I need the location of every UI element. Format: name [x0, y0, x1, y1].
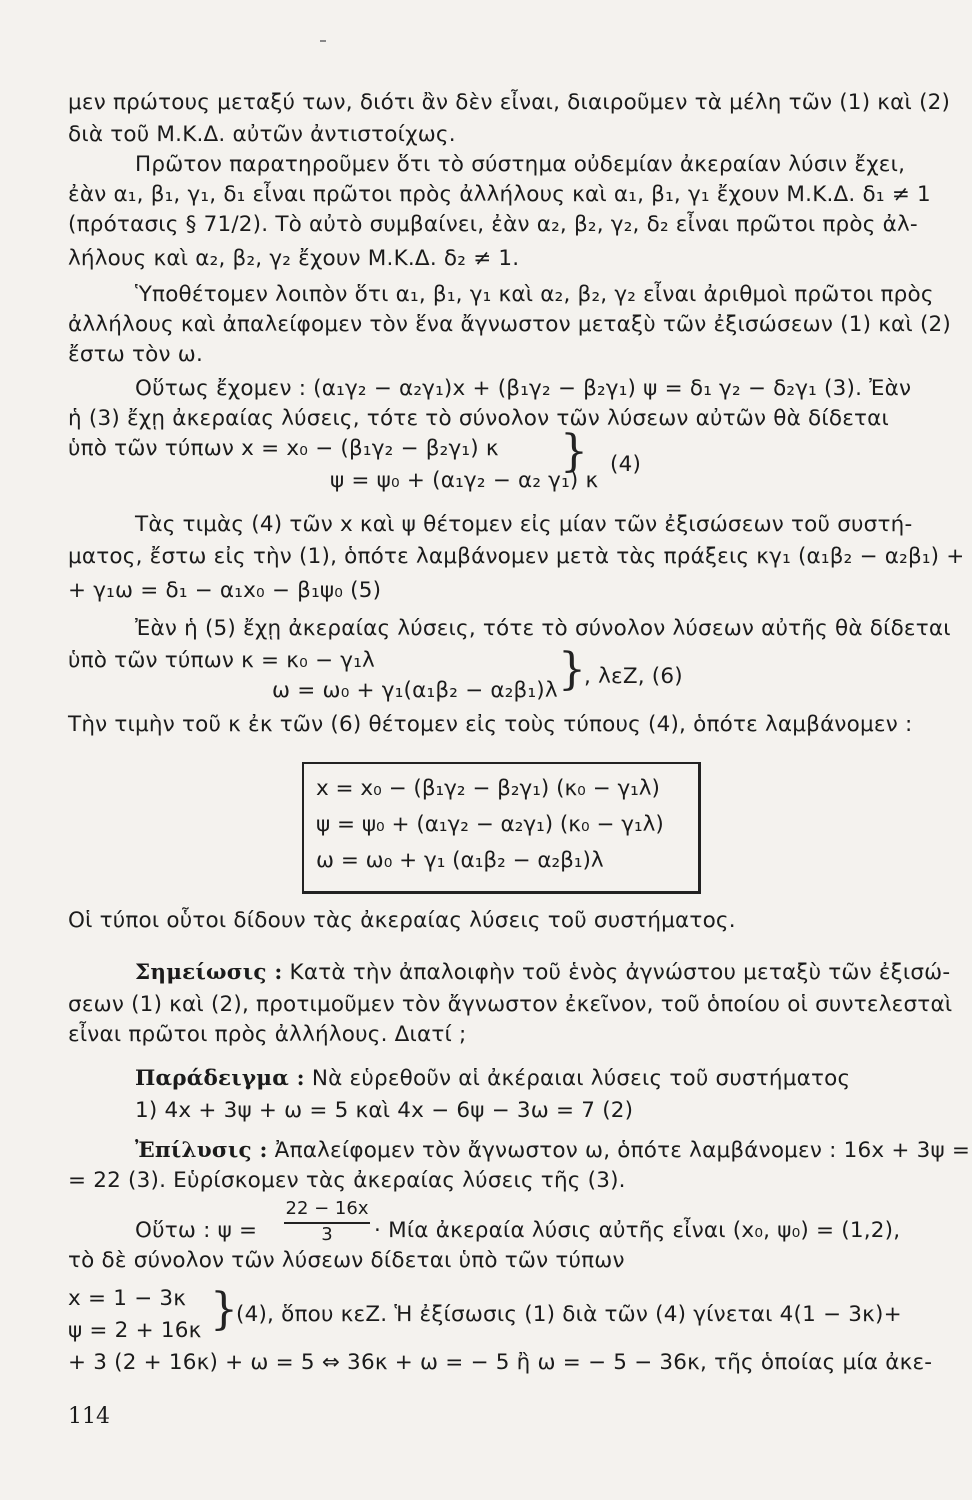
text-line: (πρότασις § 71/2). Τὸ αὐτὸ συμβαίνει, ἐὰν α₂, β₂, γ₂, δ₂ εἶναι πρῶτοι πρὸς ἀλ-: [68, 212, 918, 237]
boxed-formula-psi: ψ = ψ₀ + (α₁γ₂ − α₂γ₁) (κ₀ − γ₁λ): [316, 812, 664, 837]
text-line: [135, 958, 951, 988]
boxed-formulas: [302, 762, 701, 894]
text-line: [135, 1064, 928, 1094]
example-heading: Παράδειγμα :: [135, 1066, 305, 1091]
example-text: Νὰ εὑρεθοῦν αἱ ἀκέραιαι λύσεις τοῦ συστήματος: [304, 1066, 851, 1091]
text-line: [135, 1136, 971, 1166]
formula-line: ὑπὸ τῶν τύπων x = x₀ − (β₁γ₂ − β₂γ₁) κ: [68, 436, 499, 461]
formula-range: , λεΖ, (6): [584, 664, 683, 689]
text-line: ἐὰν α₁, β₁, γ₁, δ₁ εἶναι πρῶτοι πρὸς ἀλλήλους καὶ α₁, β₁, γ₁ ἔχουν Μ.Κ.Δ. δ₁ ≠ 1: [68, 182, 931, 207]
text-line: Τὰς τιμὰς (4) τῶν x καὶ ψ θέτομεν εἰς μίαν τῶν ἐξισώσεων τοῦ συστή-: [135, 512, 913, 537]
equation-number: (4): [610, 452, 642, 477]
fraction-numerator: 22 − 16x: [285, 1198, 369, 1219]
text-line: Ὑποθέτομεν λοιπὸν ὅτι α₁, β₁, γ₁ καὶ α₂, β₂, γ₂ εἶναι ἀριθμοὶ πρῶτοι πρὸς: [135, 282, 934, 307]
text-line: λήλους καὶ α₂, β₂, γ₂ ἔχουν Μ.Κ.Δ. δ₂ ≠ 1.: [68, 246, 520, 271]
right-brace: }: [560, 426, 588, 477]
text-line: + 3 (2 + 16κ) + ω = 5 ⇔ 36κ + ω = − 5 ἢ ω = − 5 − 36κ, τῆς ὁποίας μία ἀκε-: [68, 1350, 933, 1375]
fraction-denominator: 3: [321, 1224, 333, 1245]
right-brace: }: [210, 1284, 238, 1335]
text-line: διὰ τοῦ Μ.Κ.Δ. αὐτῶν ἀντιστοίχως.: [68, 122, 456, 147]
solution-text: Ἀπαλείφομεν τὸν ἄγνωστον ω, ὁπότε λαμβάνομεν : 16x + 3ψ =: [267, 1138, 971, 1163]
text-line: εἶναι πρῶτοι πρὸς ἀλλήλους. Διατί ;: [68, 1022, 467, 1047]
formula-line: + γ₁ω = δ₁ − α₁x₀ − β₁ψ₀ (5): [68, 578, 382, 603]
solution-heading: Ἐπίλυσις :: [135, 1138, 268, 1163]
text-line: τὸ δὲ σύνολον τῶν λύσεων δίδεται ὑπὸ τῶν τύπων: [68, 1248, 625, 1273]
text-line: Ἐὰν ἡ (5) ἔχῃ ἀκεραίας λύσεις, τότε τὸ σύνολον λύσεων αὐτῆς θὰ δίδεται: [135, 616, 951, 641]
text-line: ματος, ἔστω εἰς τὴν (1), ὁπότε λαμβάνομεν μετὰ τὰς πράξεις κγ₁ (α₁β₂ − α₂β₁) +: [68, 544, 965, 569]
text-line: μεν πρώτους μεταξύ των, διότι ἂν δὲν εἶναι, διαιροῦμεν τὰ μέλη τῶν (1) καὶ (2): [68, 90, 951, 115]
formula-line: 1) 4x + 3ψ + ω = 5 καὶ 4x − 6ψ − 3ω = 7 (2): [135, 1098, 634, 1123]
text-line: Τὴν τιμὴν τοῦ κ ἐκ τῶν (6) θέτομεν εἰς τοὺς τύπους (4), ὁπότε λαμβάνομεν :: [68, 712, 913, 737]
text-line: Πρῶτον παρατηροῦμεν ὅτι τὸ σύστημα οὐδεμίαν ἀκεραίαν λύσιν ἔχει,: [135, 152, 906, 177]
formula-line: ψ = ψ₀ + (α₁γ₂ − α₂ γ₁) κ: [330, 468, 599, 493]
print-mark: [320, 40, 326, 42]
formula-line: x = 1 − 3κ: [68, 1286, 187, 1311]
text-line: (4), ὅπου κεΖ. Ἡ ἐξίσωσις (1) διὰ τῶν (4) γίνεται 4(1 − 3κ)+: [236, 1302, 902, 1327]
right-brace: }: [558, 644, 586, 695]
formula-line: ψ = 2 + 16κ: [68, 1318, 202, 1343]
text-line: Οὕτως ἔχομεν : (α₁γ₂ − α₂γ₁)x + (β₁γ₂ − β₂γ₁) ψ = δ₁ γ₂ − δ₂γ₁ (3). Ἐὰν: [135, 376, 912, 401]
text-line: ἡ (3) ἔχῃ ἀκεραίας λύσεις, τότε τὸ σύνολον τῶν λύσεων αὐτῶν θὰ δίδεται: [68, 406, 890, 431]
note-heading: Σημείωσις :: [135, 960, 283, 985]
text-line: ἔστω τὸν ω.: [68, 342, 204, 367]
text-line: Οἱ τύποι οὗτοι δίδουν τὰς ἀκεραίας λύσεις τοῦ συστήματος.: [68, 908, 736, 933]
formula-line: Οὕτω : ψ =: [135, 1218, 258, 1243]
formula-line: ὑπὸ τῶν τύπων κ = κ₀ − γ₁λ: [68, 648, 375, 673]
page-number: 114: [68, 1404, 110, 1429]
text-line: ἀλλήλους καὶ ἀπαλείφομεν τὸν ἕνα ἄγνωστον μεταξὺ τῶν ἐξισώσεων (1) καὶ (2): [68, 312, 951, 337]
text-line: = 22 (3). Εὑρίσκομεν τὰς ἀκεραίας λύσεις τῆς (3).: [68, 1168, 626, 1193]
text-line: · Μία ἀκεραία λύσις αὐτῆς εἶναι (x₀, ψ₀) = (1,2),: [374, 1218, 901, 1243]
formula-line: ω = ω₀ + γ₁(α₁β₂ − α₂β₁)λ: [272, 678, 558, 703]
boxed-formula-x: x = x₀ − (β₁γ₂ − β₂γ₁) (κ₀ − γ₁λ): [316, 776, 660, 801]
note-text: Κατὰ τὴν ἀπαλοιφὴν τοῦ ἑνὸς ἀγνώστου μεταξὺ τῶν ἐξισώ-: [282, 960, 951, 985]
text-line: σεων (1) καὶ (2), προτιμοῦμεν τὸν ἄγνωστον ἐκεῖνον, τοῦ ὁποίου οἱ συντελεσταὶ: [68, 992, 953, 1017]
boxed-formula-omega: ω = ω₀ + γ₁ (α₁β₂ − α₂β₁)λ: [316, 848, 604, 873]
